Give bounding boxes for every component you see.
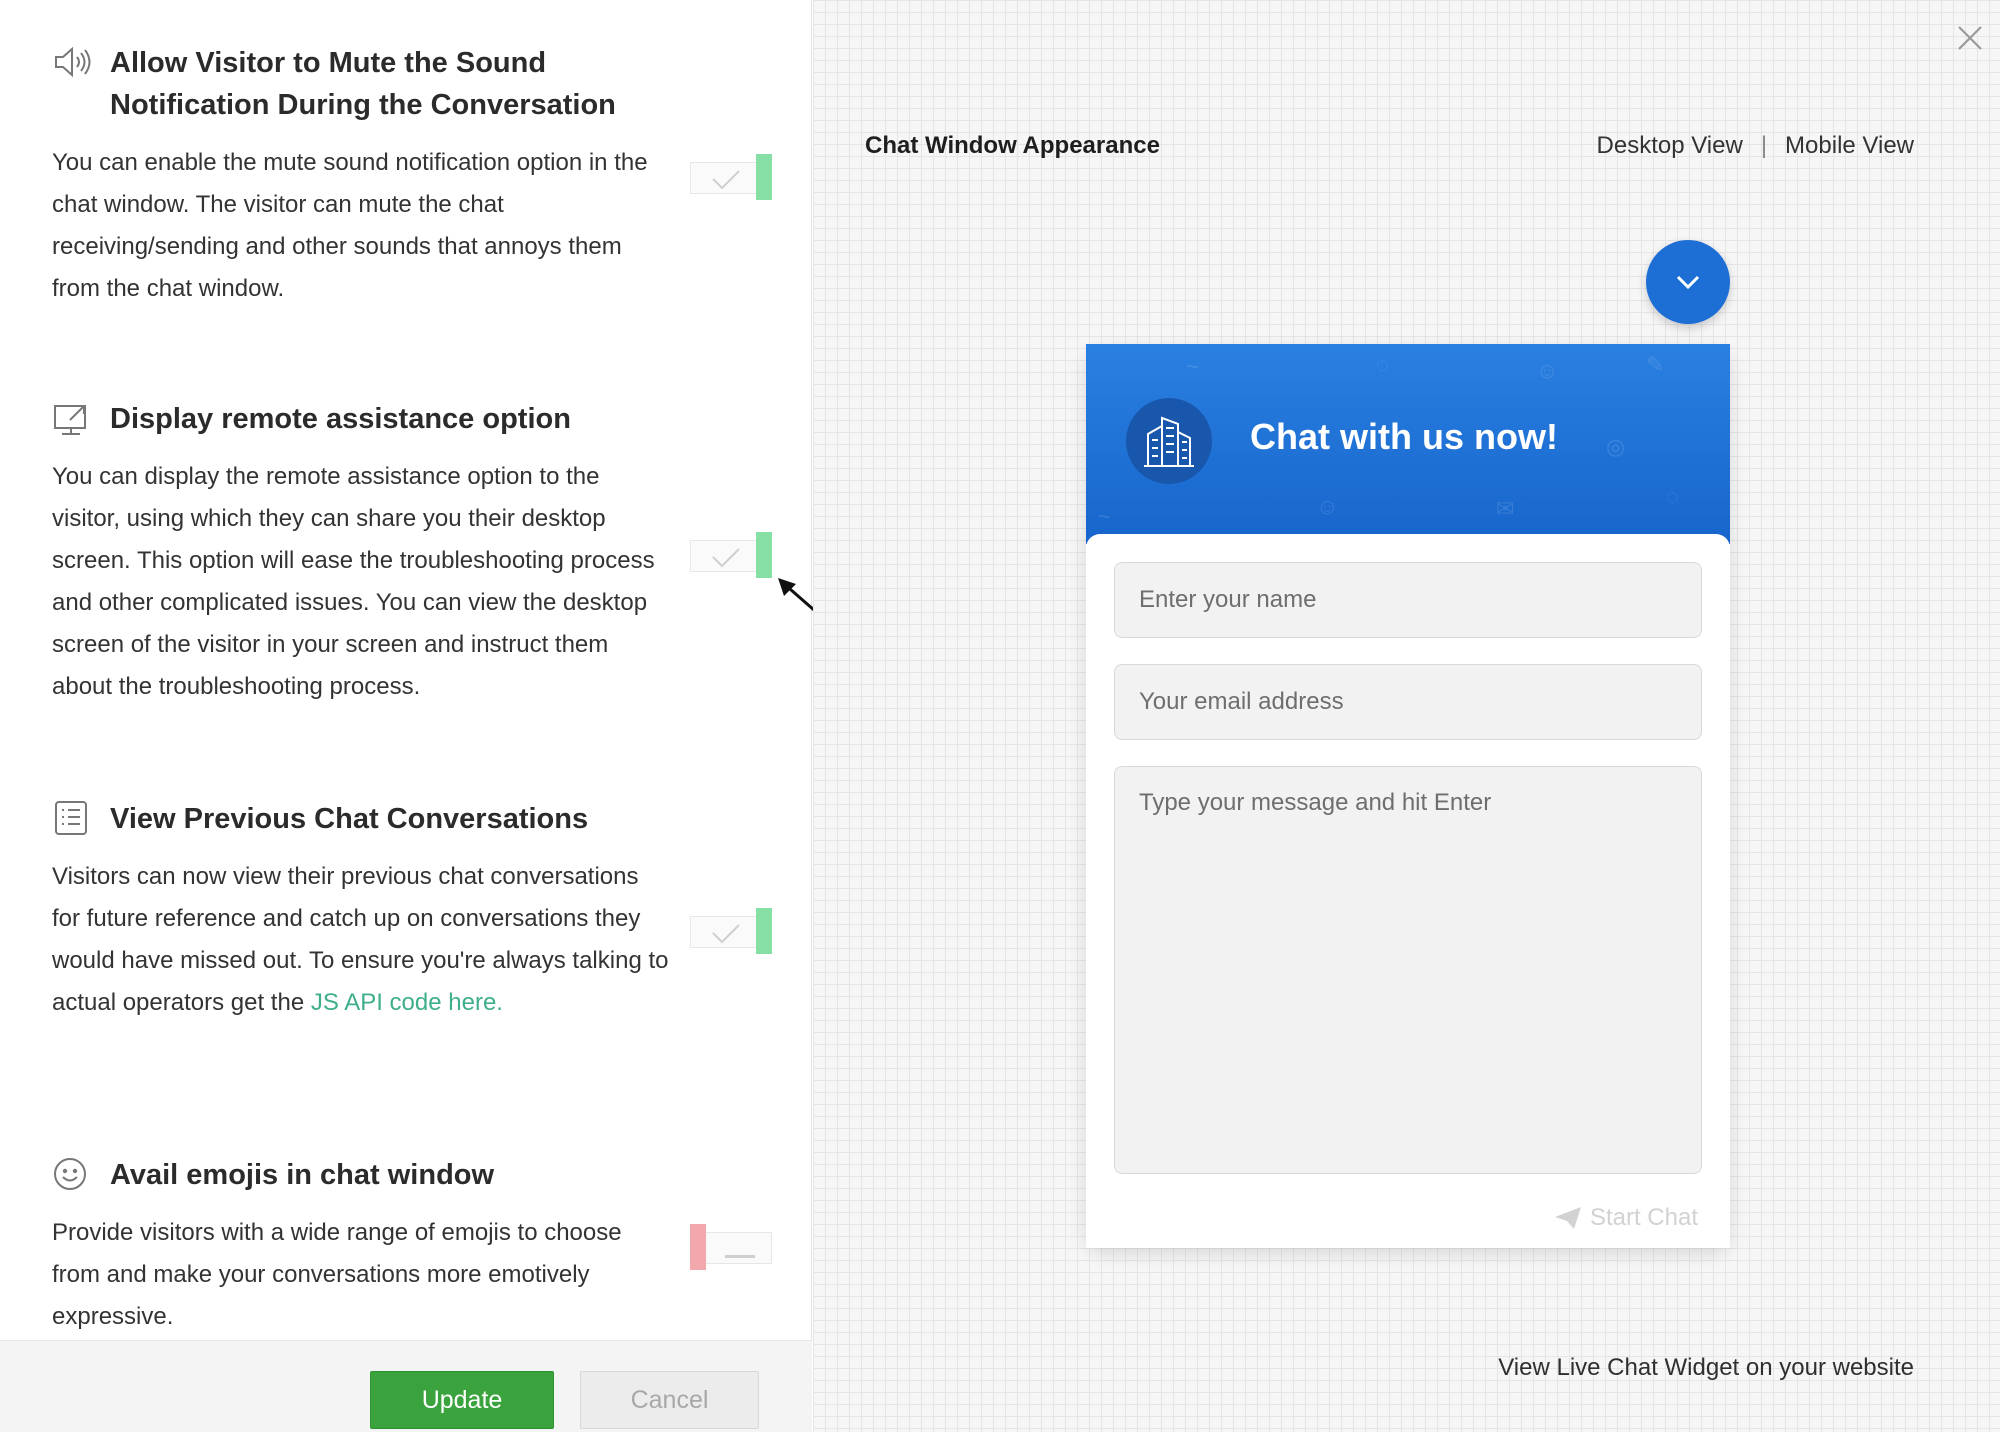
- remote-assistance-toggle[interactable]: [690, 532, 772, 578]
- list-icon: [52, 798, 92, 838]
- chevron-down-icon: [1674, 270, 1702, 294]
- preview-panel: [813, 0, 2000, 1432]
- setting-title: View Previous Chat Conversations: [110, 803, 589, 835]
- setting-remote-assistance: [52, 398, 772, 708]
- doodle-icon: ✉: [1496, 496, 1515, 521]
- message-textarea[interactable]: Type your message and hit Enter: [1114, 766, 1702, 1174]
- previous-chats-toggle[interactable]: [690, 908, 772, 954]
- start-chat-label: Start Chat: [1589, 1204, 1698, 1231]
- js-api-link[interactable]: JS API code here.: [310, 989, 503, 1016]
- building-icon: [1142, 412, 1196, 470]
- smiley-icon: [52, 1154, 92, 1194]
- check-icon: [709, 921, 743, 947]
- company-logo: [1126, 398, 1212, 484]
- close-icon[interactable]: [1956, 24, 1984, 52]
- mute-sound-toggle[interactable]: [690, 154, 772, 200]
- toggle-knob: [756, 154, 772, 200]
- doodle-icon: ◌: [1376, 352, 1390, 377]
- setting-title: Allow Visitor to Mute the Sound Notification During the Conversation: [110, 47, 616, 121]
- send-icon: [1554, 1206, 1582, 1230]
- speaker-icon: [52, 42, 92, 82]
- remote-screen-icon: [52, 398, 92, 438]
- view-separator: |: [1760, 132, 1768, 159]
- setting-description: You can display the remote assistance option to the visitor, using which they can share you their desktop screen. This option will ease the troubleshooting process and other complicated issues. You can view the desktop screen of the visitor in your screen and instruct them about the troubleshooting process.: [52, 463, 655, 700]
- toggle-knob: [690, 1224, 706, 1270]
- settings-footer: [0, 1340, 812, 1432]
- dash-icon: [725, 1255, 755, 1258]
- chat-header-title: Chat with us now!: [1250, 416, 1558, 457]
- doodle-icon: ☺: [1316, 494, 1339, 519]
- setting-mute-sound: [52, 42, 772, 310]
- check-icon: [709, 167, 743, 193]
- chat-header: [1086, 344, 1730, 544]
- setting-description: [52, 856, 672, 1024]
- name-input[interactable]: Enter your name: [1114, 562, 1702, 638]
- setting-description: Provide visitors with a wide range of emojis to choose from and make your conversations more emotively expressive.: [52, 1219, 622, 1330]
- desktop-view-link[interactable]: Desktop View: [1596, 132, 1743, 159]
- chat-window-appearance-title: Chat Window Appearance: [865, 132, 1160, 159]
- update-button[interactable]: Update: [370, 1371, 554, 1429]
- setting-emojis: [52, 1154, 772, 1338]
- cancel-button[interactable]: Cancel: [580, 1371, 759, 1429]
- chat-window-preview: [1086, 344, 1730, 1248]
- email-input[interactable]: Your email address: [1114, 664, 1702, 740]
- toggle-knob: [756, 532, 772, 578]
- view-live-widget-link[interactable]: View Live Chat Widget on your website: [1498, 1354, 1914, 1381]
- doodle-icon: ~: [1098, 504, 1111, 529]
- doodle-icon: ✎: [1646, 352, 1665, 377]
- start-chat-button[interactable]: [1554, 1204, 1698, 1232]
- setting-title: Display remote assistance option: [110, 403, 571, 435]
- doodle-icon: ◌: [1666, 484, 1680, 509]
- emojis-toggle[interactable]: [690, 1224, 772, 1270]
- doodle-icon: ◎: [1606, 434, 1626, 459]
- settings-panel: [0, 0, 812, 1432]
- check-icon: [709, 545, 743, 571]
- setting-title: Avail emojis in chat window: [110, 1159, 495, 1191]
- setting-previous-chats: [52, 798, 772, 1024]
- view-switcher: [1597, 132, 1914, 160]
- doodle-icon: ☺: [1536, 358, 1559, 383]
- mobile-view-link[interactable]: Mobile View: [1785, 132, 1914, 159]
- doodle-icon: ~: [1186, 354, 1199, 379]
- minimize-chat-button[interactable]: [1646, 240, 1730, 324]
- setting-description-text: Visitors can now view their previous chat conversations for future reference and catch up on conversations they would have missed out. To ensure you're always talking to actual operators get the: [52, 863, 669, 1016]
- settings-scroll-area[interactable]: [0, 0, 812, 1330]
- setting-description: You can enable the mute sound notification option in the chat window. The visitor can mute the chat receiving/sending and other sounds that annoys them from the chat window.: [52, 149, 648, 302]
- toggle-knob: [756, 908, 772, 954]
